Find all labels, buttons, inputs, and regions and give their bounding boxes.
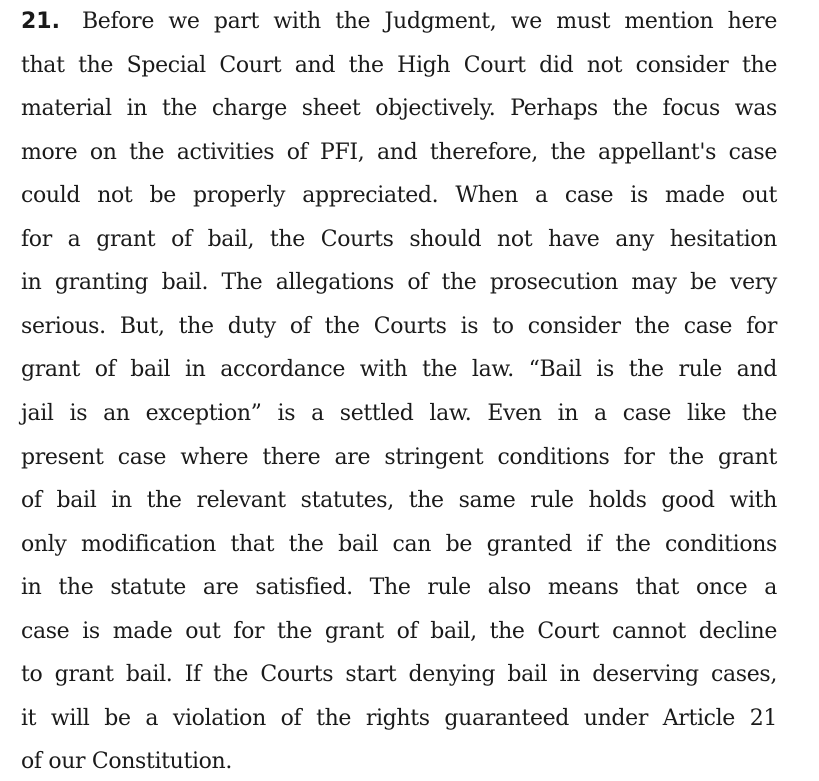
paragraph-line: of our Constitution. (21, 749, 233, 774)
paragraph-line: present case where there are stringent conditions for the grant (21, 445, 777, 470)
paragraph-line: in the statute are satisfied. The rule also means that once a (21, 575, 777, 600)
paragraph-line: serious. But, the duty of the Courts is to consider the case for (21, 314, 777, 339)
paragraph-line: to grant bail. If the Courts start denying bail in deserving cases, (21, 662, 777, 687)
paragraph-line: of bail in the relevant statutes, the same rule holds good with (21, 488, 777, 513)
paragraph-line: material in the charge sheet objectively. Perhaps the focus was (21, 96, 777, 121)
paragraph-line: could not be properly appreciated. When a case is made out (21, 183, 777, 208)
paragraph-line-text: Before we part with the Judgment, we must mention here (81, 9, 777, 34)
paragraph-number: 21. (21, 9, 60, 34)
paragraph-line: case is made out for the grant of bail, the Court cannot decline (21, 619, 777, 644)
paragraph-line: only modification that the bail can be granted if the conditions (21, 532, 777, 557)
paragraph-line: more on the activities of PFI, and therefore, the appellant's case (21, 140, 777, 165)
paragraph-line: it will be a violation of the rights guaranteed under Article 21 (21, 706, 777, 731)
paragraph-line: for a grant of bail, the Courts should not have any hesitation (21, 227, 777, 252)
paragraph-line (21, 7, 777, 37)
paragraph-line: that the Special Court and the High Court did not consider the (21, 53, 777, 78)
paragraph-line: in granting bail. The allegations of the prosecution may be very (21, 270, 777, 295)
paragraph-line: jail is an exception” is a settled law. Even in a case like the (21, 401, 777, 426)
paragraph-line: grant of bail in accordance with the law. “Bail is the rule and (21, 357, 777, 382)
